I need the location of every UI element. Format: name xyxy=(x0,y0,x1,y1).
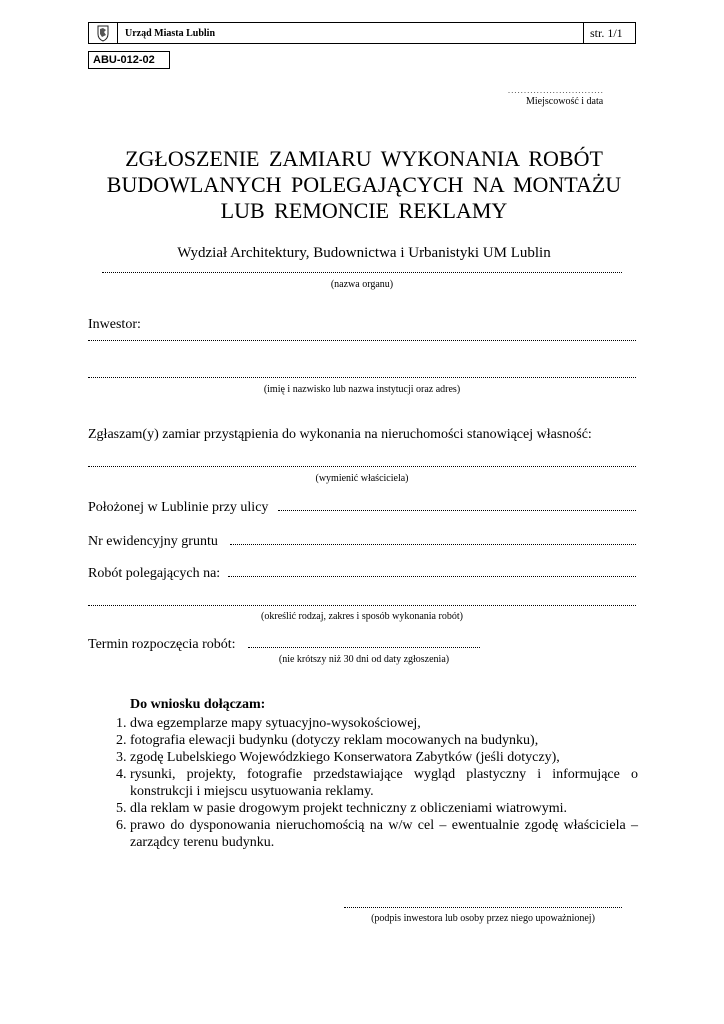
signature-hint: (podpis inwestora lub osoby przez niego upoważnionej) xyxy=(371,913,595,924)
attachments-title: Do wniosku dołączam: xyxy=(130,697,266,712)
works-label: Robót polegających na: xyxy=(88,566,221,581)
title-line-3: LUB REMONCIE REKLAMY xyxy=(220,198,508,223)
investor-hint: (imię i nazwisko lub nazwa instytucji oraz adres) xyxy=(263,384,461,395)
title-line-1: ZGŁOSZENIE ZAMIARU WYKONANIA ROBÓT xyxy=(125,146,603,171)
owner-field-line[interactable] xyxy=(88,466,636,467)
attachment-item: 3. zgodę Lubelskiego Wojewódzkiego Konserwatora Zabytków (jeśli dotyczy), xyxy=(130,749,638,766)
attachment-item: 5. dla reklam w pasie drogowym projekt techniczny z obliczeniami wiatrowymi. xyxy=(130,800,638,817)
city-coat-of-arms-icon xyxy=(89,23,118,43)
start-date-label: Termin rozpoczęcia robót: xyxy=(88,637,236,652)
place-date-label: Miejscowość i data xyxy=(526,96,604,107)
signature-field-line[interactable] xyxy=(344,907,622,908)
attachment-item: 2. fotografia elewacji budynku (dotyczy reklam mocowanych na budynku), xyxy=(130,732,638,749)
document-title xyxy=(80,146,648,224)
form-code: ABU-012-02 xyxy=(88,51,170,69)
works-field-line-1[interactable] xyxy=(228,576,636,577)
header-org-name: Urząd Miasta Lublin xyxy=(125,28,216,39)
attachment-item: 4. rysunki, projekty, fotografie przedstawiające wygląd plastyczny i informujące o konstrukcji i miejscu usytuowania reklamy. xyxy=(130,766,638,800)
start-date-field-line[interactable] xyxy=(248,647,480,648)
investor-field-line-2[interactable] xyxy=(88,377,636,378)
attachment-item: 1. dwa egzemplarze mapy sytuacyjno-wysokościowej, xyxy=(130,715,638,732)
page-number-cell xyxy=(583,23,635,43)
attachment-item: 6. prawo do dysponowania nieruchomością na w/w cel – ewentualnie zgodę właściciela – zarządcy terenu budynku. xyxy=(130,817,638,851)
street-label: Położonej w Lublinie przy ulicy xyxy=(88,500,269,515)
owner-hint: (wymienić właściciela) xyxy=(315,473,409,484)
declaration-label: Zgłaszam(y) zamiar przystąpienia do wykonania na nieruchomości stanowiącej własność: xyxy=(88,427,592,442)
organ-hint: (nazwa organu) xyxy=(330,279,394,290)
start-date-hint: (nie krótszy niż 30 dni od daty zgłoszenia) xyxy=(278,654,450,665)
organ-name: Wydział Architektury, Budownictwa i Urbanistyki UM Lublin xyxy=(177,245,551,261)
works-hint: (określić rodzaj, zakres i sposób wykonania robót) xyxy=(261,611,463,622)
works-field-line-2[interactable] xyxy=(88,605,636,606)
page-number: str. 1/1 xyxy=(590,26,623,40)
organ-line xyxy=(102,272,622,273)
title-line-2: BUDOWLANYCH POLEGAJĄCYCH NA MONTAŻU xyxy=(106,172,622,197)
place-date-field[interactable]: .............................. xyxy=(508,86,604,95)
plot-number-field-line[interactable] xyxy=(230,544,636,545)
street-field-line[interactable] xyxy=(278,510,636,511)
investor-field-line-1[interactable] xyxy=(88,340,636,341)
investor-label: Inwestor: xyxy=(88,317,141,332)
plot-number-label: Nr ewidencyjny gruntu xyxy=(88,534,218,549)
attachments-section xyxy=(88,697,638,851)
document-header xyxy=(88,22,636,44)
attachments-list xyxy=(88,715,638,851)
